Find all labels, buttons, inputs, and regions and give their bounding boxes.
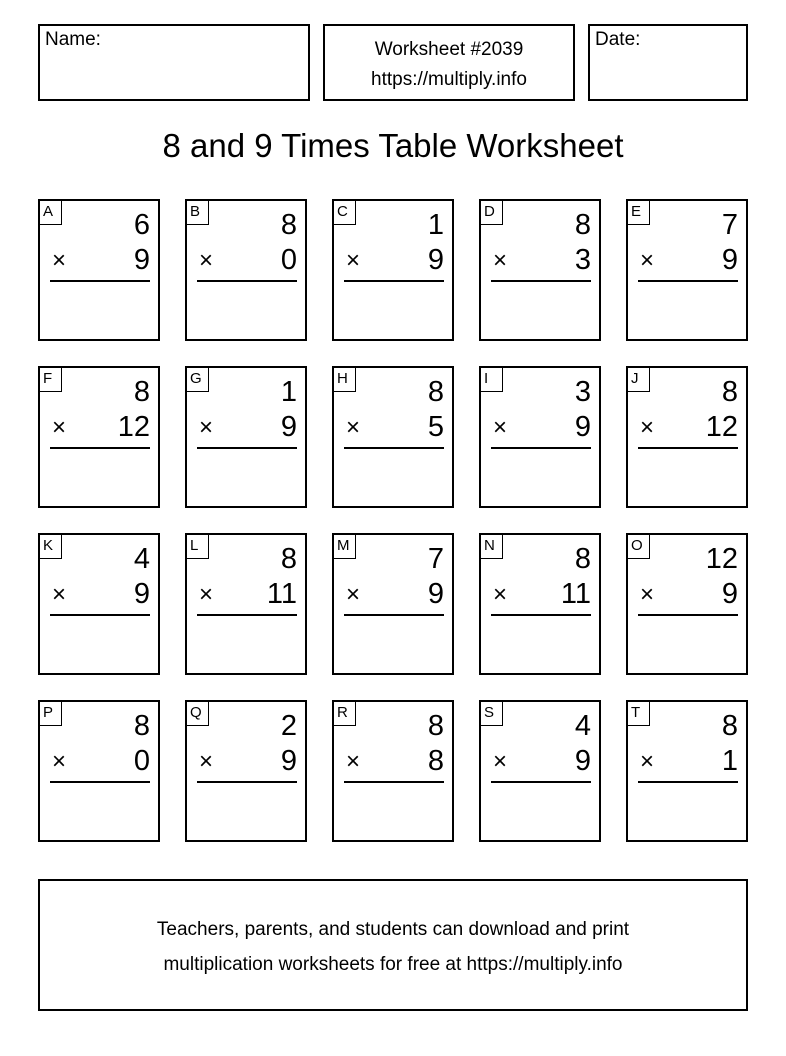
problem-top-number: 4 (133, 543, 150, 575)
footer-line-2: multiplication worksheets for free at https://multiply.info (163, 954, 623, 975)
problem-top-number: 8 (427, 710, 444, 742)
times-symbol: × (199, 247, 214, 274)
answer-line (344, 614, 444, 616)
problem-bottom-number: 9 (427, 244, 444, 276)
problem-bottom-number: 12 (705, 411, 738, 443)
problem-card (185, 366, 307, 508)
answer-line (491, 781, 591, 783)
problem-card (38, 199, 160, 341)
problem-top-number: 8 (133, 376, 150, 408)
problem-top-number: 12 (705, 543, 738, 575)
problem-bottom-number: 11 (560, 578, 591, 610)
problem-letter: K (40, 535, 62, 559)
times-symbol: × (52, 247, 67, 274)
problem-card (626, 700, 748, 842)
problem-letter: L (187, 535, 209, 559)
problem-top-number: 2 (280, 710, 297, 742)
problem-bottom-number: 9 (280, 745, 297, 777)
problem-card (38, 700, 160, 842)
footer-line-1: Teachers, parents, and students can download and print (156, 919, 630, 940)
times-symbol: × (52, 414, 67, 441)
problem-bottom-number: 9 (133, 244, 150, 276)
problem-top-number: 8 (574, 209, 591, 241)
problem-letter: H (334, 368, 356, 392)
answer-line (197, 280, 297, 282)
answer-line (50, 447, 150, 449)
problem-bottom-number: 9 (721, 578, 738, 610)
answer-line (197, 614, 297, 616)
problem-letter: A (40, 201, 62, 225)
problem-card (185, 199, 307, 341)
date-label: Date: (595, 29, 641, 50)
problem-letter: O (628, 535, 650, 559)
worksheet-number: Worksheet #2039 (374, 39, 524, 60)
times-symbol: × (346, 247, 361, 274)
times-symbol: × (52, 581, 67, 608)
worksheet-info-box (323, 24, 575, 101)
answer-line (491, 447, 591, 449)
problem-top-number: 8 (133, 710, 150, 742)
problem-letter: J (628, 368, 650, 392)
answer-line (344, 447, 444, 449)
problem-letter: I (481, 368, 503, 392)
date-field[interactable] (588, 24, 748, 101)
problem-letter: B (187, 201, 209, 225)
times-symbol: × (493, 581, 508, 608)
problem-bottom-number: 9 (721, 244, 738, 276)
problem-card (38, 366, 160, 508)
times-symbol: × (640, 581, 655, 608)
answer-line (344, 781, 444, 783)
problem-card (479, 533, 601, 675)
problem-letter: N (481, 535, 503, 559)
problem-top-number: 6 (133, 209, 150, 241)
problem-letter: G (187, 368, 209, 392)
times-symbol: × (346, 581, 361, 608)
problem-card (626, 533, 748, 675)
problem-letter: Q (187, 702, 209, 726)
problem-bottom-number: 9 (574, 411, 591, 443)
problem-card (479, 366, 601, 508)
problem-bottom-number: 12 (117, 411, 150, 443)
problem-letter: F (40, 368, 62, 392)
problem-bottom-number: 5 (427, 411, 444, 443)
answer-line (491, 614, 591, 616)
problem-bottom-number: 9 (280, 411, 297, 443)
problem-top-number: 4 (574, 710, 591, 742)
footer-box (38, 879, 748, 1011)
answer-line (50, 614, 150, 616)
times-symbol: × (346, 414, 361, 441)
times-symbol: × (640, 247, 655, 274)
times-symbol: × (640, 414, 655, 441)
problem-top-number: 8 (280, 209, 297, 241)
problem-top-number: 8 (280, 543, 297, 575)
answer-line (491, 280, 591, 282)
name-field[interactable] (38, 24, 310, 101)
times-symbol: × (493, 748, 508, 775)
problem-card (626, 366, 748, 508)
problem-letter: S (481, 702, 503, 726)
problem-bottom-number: 9 (133, 578, 150, 610)
answer-line (638, 614, 738, 616)
problem-bottom-number: 1 (721, 745, 738, 777)
problem-card (479, 199, 601, 341)
times-symbol: × (199, 414, 214, 441)
problem-letter: R (334, 702, 356, 726)
answer-line (50, 280, 150, 282)
problem-top-number: 8 (721, 376, 738, 408)
answer-line (638, 447, 738, 449)
problem-card (332, 199, 454, 341)
answer-line (197, 447, 297, 449)
problem-top-number: 7 (427, 543, 444, 575)
problem-top-number: 1 (280, 376, 297, 408)
worksheet-url: https://multiply.info (371, 69, 527, 90)
problem-bottom-number: 0 (280, 244, 297, 276)
times-symbol: × (640, 748, 655, 775)
problem-grid (38, 199, 748, 842)
problem-card (332, 366, 454, 508)
problem-bottom-number: 0 (133, 745, 150, 777)
problem-card (185, 700, 307, 842)
times-symbol: × (199, 581, 214, 608)
problem-letter: T (628, 702, 650, 726)
problem-card (185, 533, 307, 675)
name-label: Name: (45, 29, 101, 50)
page-title: 8 and 9 Times Table Worksheet (162, 127, 624, 164)
answer-line (50, 781, 150, 783)
times-symbol: × (493, 414, 508, 441)
problem-card (479, 700, 601, 842)
answer-line (344, 280, 444, 282)
problem-card (332, 700, 454, 842)
problem-bottom-number: 9 (574, 745, 591, 777)
times-symbol: × (199, 748, 214, 775)
problem-bottom-number: 11 (266, 578, 297, 610)
problem-bottom-number: 8 (427, 745, 444, 777)
problem-top-number: 3 (574, 376, 591, 408)
problem-top-number: 7 (721, 209, 738, 241)
times-symbol: × (346, 748, 361, 775)
problem-bottom-number: 3 (574, 244, 591, 276)
problem-top-number: 8 (721, 710, 738, 742)
problem-card (38, 533, 160, 675)
problem-letter: E (628, 201, 650, 225)
problem-bottom-number: 9 (427, 578, 444, 610)
answer-line (638, 781, 738, 783)
problem-top-number: 1 (427, 209, 444, 241)
times-symbol: × (52, 748, 67, 775)
times-symbol: × (493, 247, 508, 274)
problem-letter: C (334, 201, 356, 225)
problem-card (332, 533, 454, 675)
problem-top-number: 8 (574, 543, 591, 575)
problem-card (626, 199, 748, 341)
answer-line (197, 781, 297, 783)
answer-line (638, 280, 738, 282)
problem-letter: D (481, 201, 503, 225)
problem-letter: M (334, 535, 356, 559)
problem-top-number: 8 (427, 376, 444, 408)
problem-letter: P (40, 702, 62, 726)
